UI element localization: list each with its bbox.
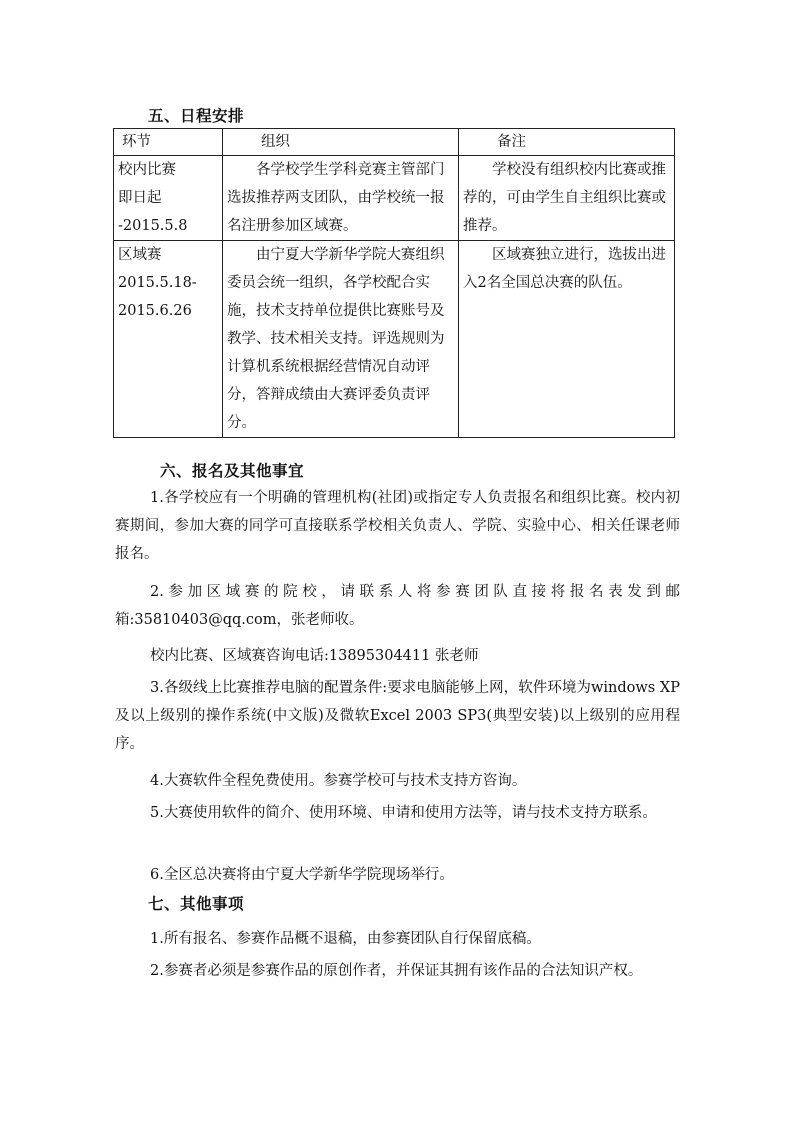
stage-line: 2015.6.26 bbox=[118, 303, 192, 319]
header-stage: 环节 bbox=[114, 129, 223, 156]
stage-line: 校内比赛 bbox=[118, 162, 176, 178]
header-organization: 组织 bbox=[223, 129, 459, 156]
paragraph bbox=[115, 799, 680, 827]
organization-cell: 各学校学生学科竞赛主管部门选拔推荐两支团队，由学校统一报名注册参加区域赛。 bbox=[223, 156, 459, 241]
paragraph-text: 3.各级线上比赛推荐电脑的配置条件:要求电脑能够上网，软件环境为windows XP及以上级别的操作系统(中文版)及微软Excel 2003 SP3(典型安装)以上级别的应用程序。 bbox=[115, 680, 680, 752]
organization-cell: 由宁夏大学新华学院大赛组织委员会统一组织，各学校配合实施，技术支持单位提供比赛账号及教学、技术相关支持。评选规则为计算机系统根据经营情况自动评分，答辩成绩由大赛评委负责评分。 bbox=[223, 241, 459, 438]
remark-cell: 区域赛独立进行，选拔出进入2名全国总决赛的队伍。 bbox=[459, 241, 675, 438]
paragraph-text: 2.参赛者必须是参赛作品的原创作者，并保证其拥有该作品的合法知识产权。 bbox=[150, 963, 643, 979]
stage-line: 即日起 bbox=[118, 190, 162, 206]
paragraph bbox=[115, 674, 680, 758]
schedule-table bbox=[113, 128, 675, 438]
remark-cell: 学校没有组织校内比赛或推荐的，可由学生自主组织比赛或推荐。 bbox=[459, 156, 675, 241]
section-5-heading: 五、日程安排 bbox=[148, 107, 245, 125]
paragraph bbox=[115, 484, 680, 568]
paragraph bbox=[115, 578, 680, 634]
section-6-heading: 六、报名及其他事宜 bbox=[160, 462, 305, 480]
paragraph bbox=[115, 642, 680, 670]
paragraph-text: 4.大赛软件全程免费使用。参赛学校可与技术支持方咨询。 bbox=[150, 773, 527, 789]
paragraph-text: 5.大赛使用软件的简介、使用环境、申请和使用方法等，请与技术支持方联系。 bbox=[150, 805, 657, 821]
paragraph bbox=[115, 925, 680, 953]
paragraph-text: 1.各学校应有一个明确的管理机构(社团)或指定专人负责报名和组织比赛。校内初赛期间，参加大赛的同学可直接联系学校相关负责人、学院、实验中心、相关任课老师报名。 bbox=[115, 490, 680, 562]
stage-cell bbox=[114, 156, 223, 241]
table-row bbox=[114, 241, 675, 438]
paragraph bbox=[115, 861, 680, 889]
paragraph bbox=[115, 957, 680, 985]
paragraph-text: 1.所有报名、参赛作品概不退稿，由参赛团队自行保留底稿。 bbox=[150, 931, 541, 947]
section-7-heading: 七、其他事项 bbox=[148, 895, 245, 913]
paragraph-text: 6.全区总决赛将由宁夏大学新华学院现场举行。 bbox=[150, 867, 454, 883]
stage-line: -2015.5.8 bbox=[118, 218, 188, 234]
stage-line: 区域赛 bbox=[118, 247, 162, 263]
paragraph bbox=[115, 767, 680, 795]
stage-line: 2015.5.18- bbox=[118, 275, 197, 291]
stage-cell bbox=[114, 241, 223, 438]
paragraph-text: 2.参加区域赛的院校，请联系人将参赛团队直接将报名表发到邮箱:35810403@qq.com，张老师收。 bbox=[115, 584, 680, 628]
table-header-row bbox=[114, 129, 675, 156]
table-row bbox=[114, 156, 675, 241]
header-remark: 备注 bbox=[459, 129, 675, 156]
paragraph-text: 校内比赛、区域赛咨询电话:13895304411 张老师 bbox=[150, 648, 479, 664]
